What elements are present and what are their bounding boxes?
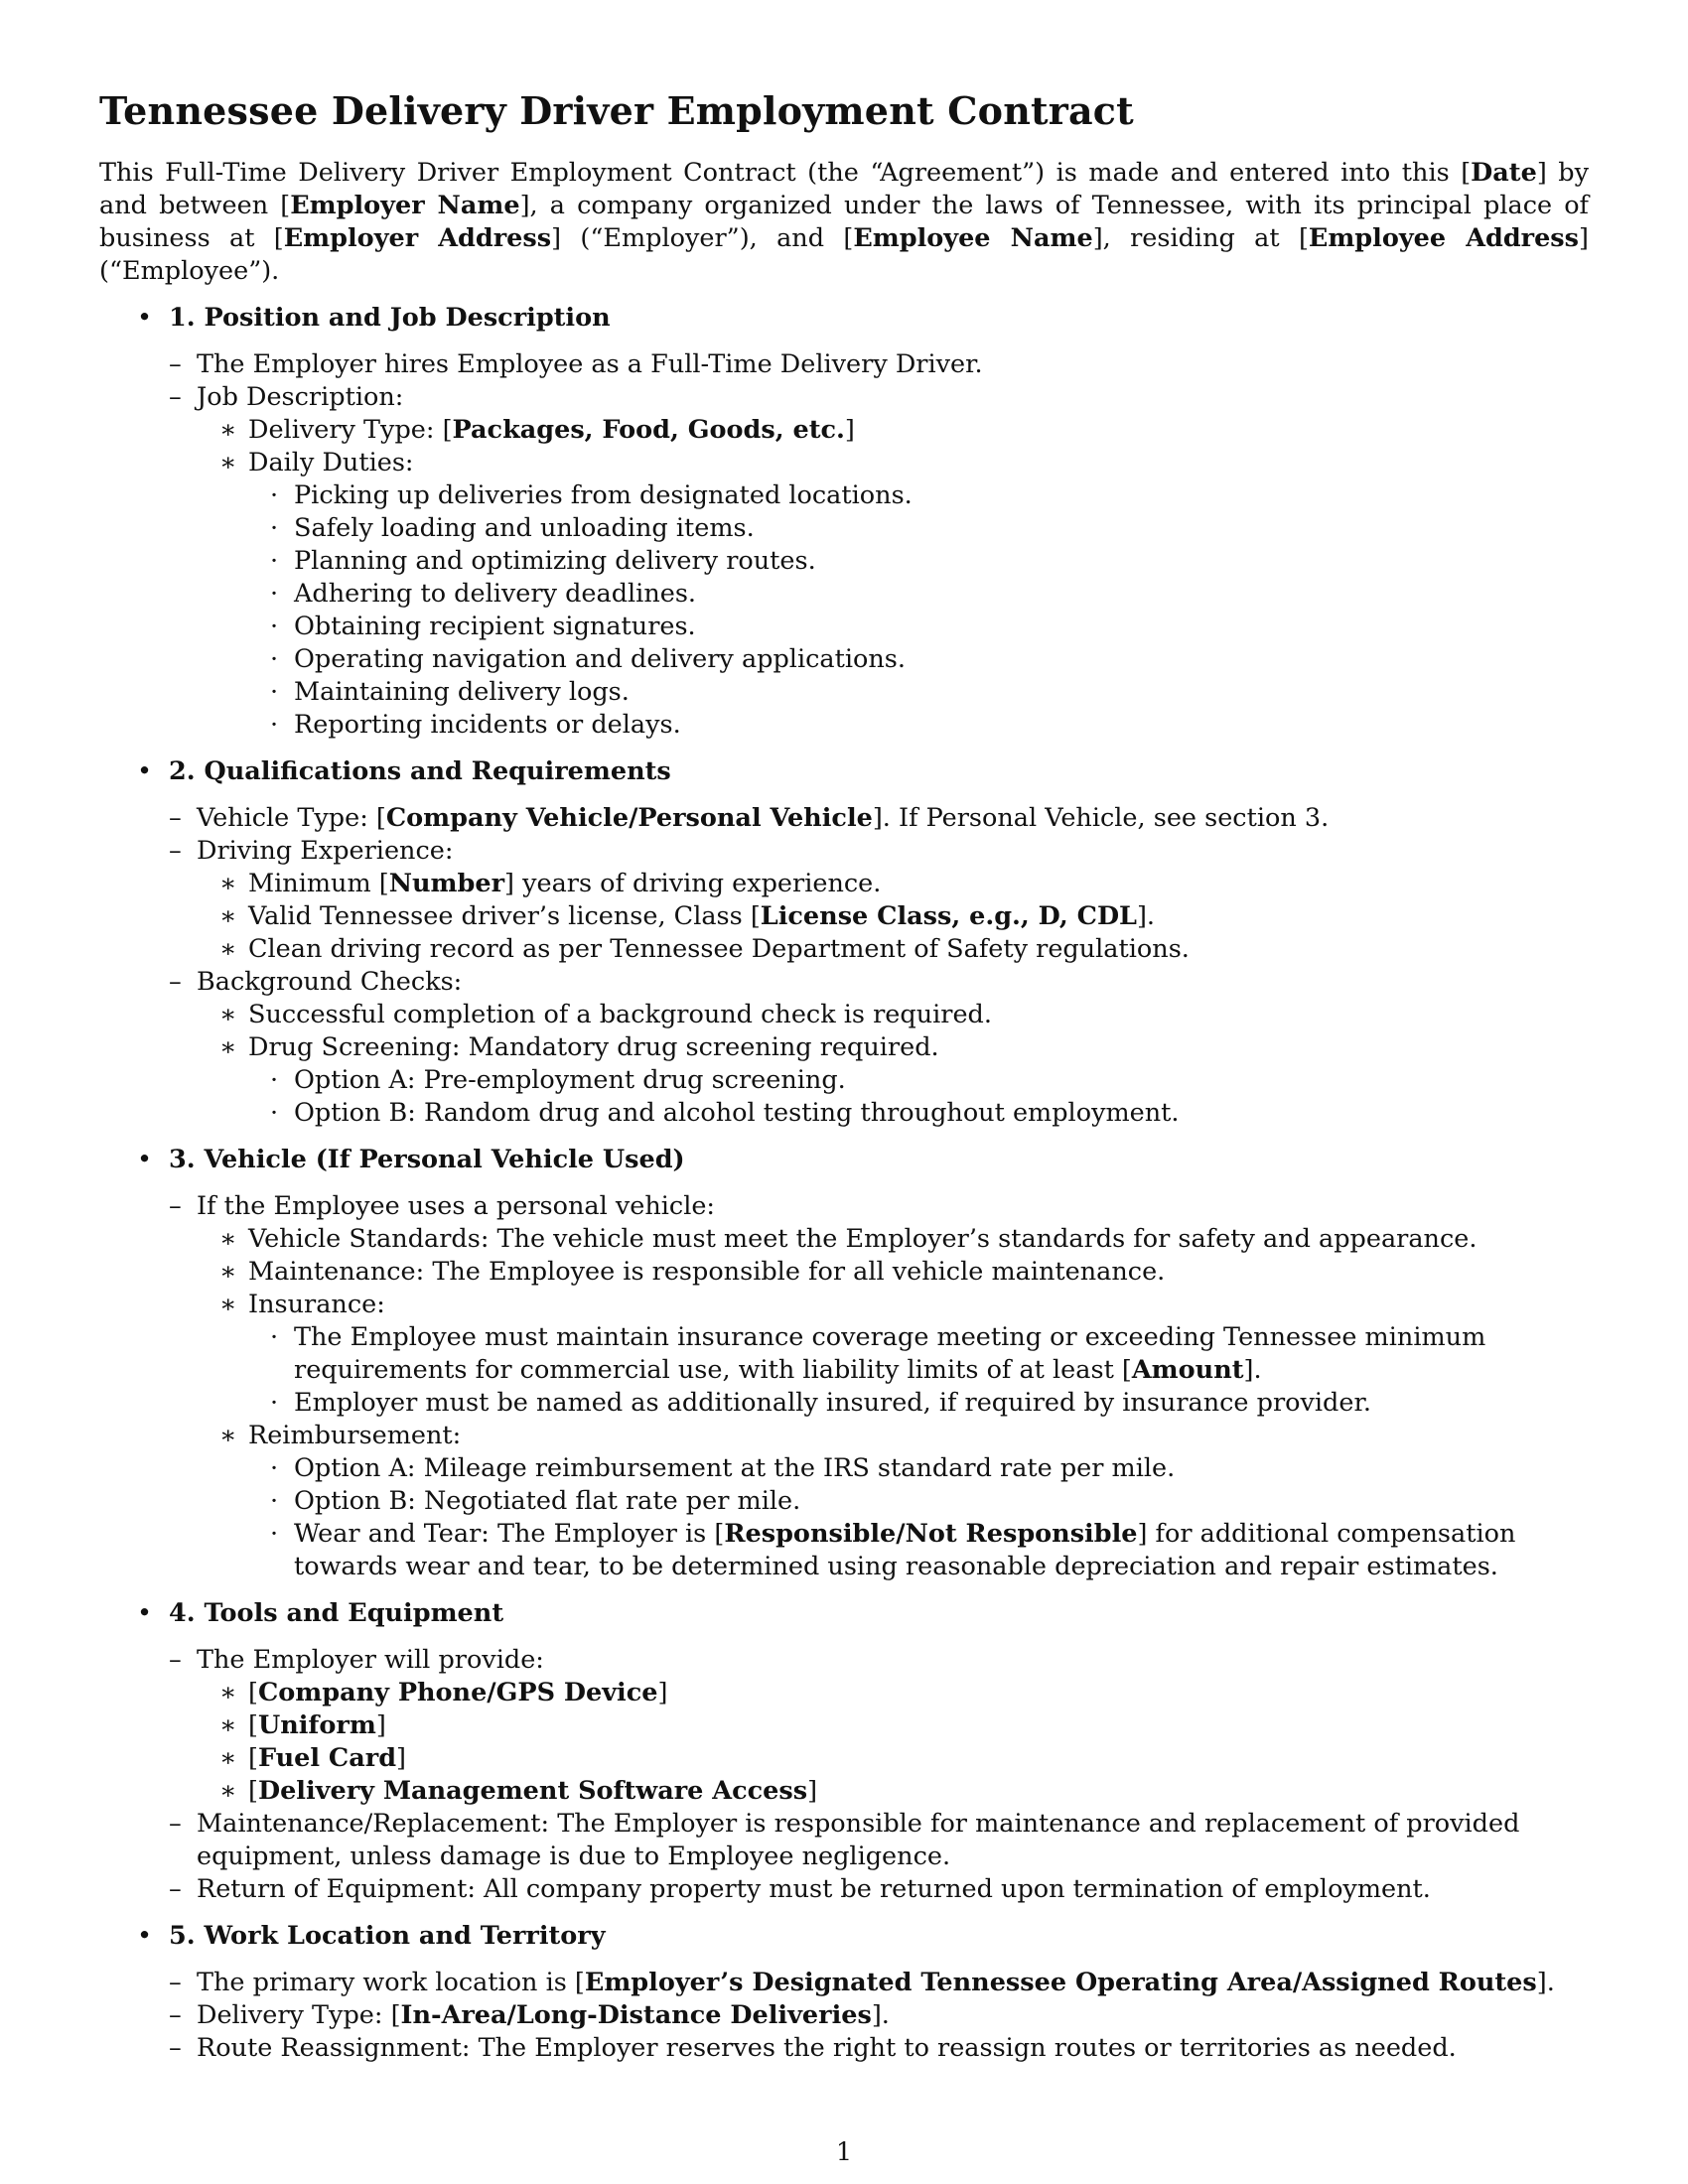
list-item: · Planning and optimizing delivery routes. — [270, 546, 816, 576]
placeholder-employee-name: Employee Name — [853, 223, 1093, 253]
placeholder-delivery-type: Packages, Food, Goods, etc. — [452, 415, 845, 445]
list-item: ∗ Vehicle Standards: The vehicle must meet the Employer’s standards for safety and appearance. — [219, 1224, 1477, 1254]
list-item: · Picking up deliveries from designated locations. — [270, 480, 913, 510]
list-item: ∗ [Fuel Card] — [219, 1743, 406, 1773]
list-item: · Option A: Mileage reimbursement at the IRS standard rate per mile. — [270, 1453, 1176, 1483]
bullet-marker: • — [137, 756, 153, 786]
bullet-marker: • — [137, 1598, 153, 1628]
placeholder-license-class: License Class, e.g., D, CDL — [760, 901, 1137, 931]
list-item: ∗ Daily Duties: · Picking up deliveries from designated locations. · Safely loading and unloading items. · Planning and optimizing delivery routes. · Adhering to delivery deadlines. · Obtaining recipient signatures. · Operating navigation and delivery applications. · Maintaining delivery logs. · Reporting incidents or delays. — [197, 447, 1589, 742]
section-title: 1. Position and Job Description — [169, 303, 611, 333]
placeholder-number: Number — [388, 869, 505, 898]
section-4 — [99, 1597, 1589, 1906]
section-5 — [99, 1920, 1589, 2065]
list-item: · Employer must be named as additionally insured, if required by insurance provider. — [270, 1388, 1371, 1418]
list-item: – If the Employee uses a personal vehicle: ∗ Vehicle Standards: The vehicle must meet the Employer’s standards for safety and appearance. ∗ Maintenance: The Employee is responsible for all vehicle maintenance. ∗ Insurance: · The Employee must maintain insurance coverage meeting or exceeding Tennessee minimum requirements for commercial use, with liability limits of at least [Amount]. · Employer must be named as additionally insured, if required by insurance provider. ∗ Reimbursement: · Option A: Mileage reimbursement at the IRS standard rate per mile. · Option B: Negotiated flat rate per mile. · Wear and Tear: The Employer is [Responsible/Not Responsible] for additional compensation towards wear and tear, to be determined using reasonable depreciation and repair estimates. — [169, 1190, 1589, 1583]
bullet-marker: • — [137, 303, 153, 333]
placeholder-work-location: Employer’s Designated Tennessee Operating Area/Assigned Routes — [584, 1968, 1537, 1997]
list-item: · Operating navigation and delivery applications. — [270, 644, 906, 674]
list-item: ∗ Clean driving record as per Tennessee Department of Safety regulations. — [219, 934, 1190, 964]
section-title: 3. Vehicle (If Personal Vehicle Used) — [169, 1145, 685, 1174]
bullet-marker: • — [137, 1921, 153, 1951]
list-item: · Adhering to delivery deadlines. — [270, 579, 697, 609]
placeholder-employer-name: Employer Name — [290, 191, 520, 220]
list-item: · Reporting incidents or delays. — [270, 710, 681, 740]
list-item: – The Employer will provide: ∗ [Company Phone/GPS Device] ∗ [Uniform] ∗ [Fuel Card] ∗ [Delivery Management Software Access] — [169, 1644, 1589, 1808]
list-item: · Option B: Negotiated flat rate per mile. — [270, 1486, 801, 1516]
placeholder-date: Date — [1471, 158, 1537, 188]
list-item: · Option B: Random drug and alcohol testing throughout employment. — [270, 1098, 1180, 1128]
list-item: ∗ [Company Phone/GPS Device] — [219, 1678, 668, 1707]
list-item: ∗ Minimum [Number] years of driving experience. — [219, 869, 882, 898]
placeholder-delivery-scope: In-Area/Long-Distance Deliveries — [400, 2000, 872, 2030]
list-item: ∗ Drug Screening: Mandatory drug screening required. · Option A: Pre-employment drug screening. · Option B: Random drug and alcohol testing throughout employment. — [197, 1031, 1589, 1130]
list-item: ∗ Insurance: · The Employee must maintain insurance coverage meeting or exceeding Tennessee minimum requirements for commercial use, with liability limits of at least [Amount]. · Employer must be named as additionally insured, if required by insurance provider. — [197, 1289, 1589, 1420]
list-item: – The Employer hires Employee as a Full-Time Delivery Driver. — [169, 349, 983, 379]
list-item: – Maintenance/Replacement: The Employer is responsible for maintenance and replacement of provided equipment, unless damage is due to Employee negligence. — [169, 1809, 1520, 1871]
list-item: · Wear and Tear: The Employer is [Responsible/Not Responsible] for additional compensation towards wear and tear, to be determined using reasonable depreciation and repair estimates. — [270, 1519, 1516, 1581]
list-item: – Job Description: ∗ Delivery Type: [Packages, Food, Goods, etc.] ∗ Daily Duties: · Picking up deliveries from designated locations. · Safely loading and unloading items. · Planning and optimizing delivery routes. · Adhering to delivery deadlines. · Obtaining recipient signatures. · Operating navigation and delivery applications. · Maintaining delivery logs. · Reporting incidents or delays. — [169, 381, 1589, 742]
placeholder-amount: Amount — [1131, 1355, 1244, 1385]
placeholder-employer-address: Employer Address — [283, 223, 552, 253]
list-item: ∗ [Uniform] — [219, 1710, 386, 1740]
placeholder-employee-address: Employee Address — [1308, 223, 1580, 253]
list-item: ∗ Successful completion of a background check is required. — [219, 1000, 992, 1029]
page-number: 1 — [835, 2137, 853, 2167]
list-item: ∗ Valid Tennessee driver’s license, Class [License Class, e.g., D, CDL]. — [219, 901, 1156, 931]
placeholder-equipment: Company Phone/GPS Device — [257, 1678, 658, 1707]
section-title: 2. Qualifications and Requirements — [169, 756, 671, 786]
list-item: · Obtaining recipient signatures. — [270, 612, 696, 641]
intro-paragraph: This Full-Time Delivery Driver Employment Contract (the “Agreement”) is made and entered into this [Date] by and between [Employer Name], a company organized under the laws of Tennessee, with its principal place of business at [Employer Address] (“Employer”), and [Employee Name], residing at [Employee Address] (“Employee”). — [99, 158, 1589, 286]
list-item: – Return of Equipment: All company property must be returned upon termination of employment. — [169, 1874, 1431, 1904]
section-1 — [99, 302, 1589, 742]
document-page — [99, 87, 1589, 2065]
section-3 — [99, 1144, 1589, 1583]
list-item: · Option A: Pre-employment drug screening. — [270, 1065, 846, 1095]
section-title: 4. Tools and Equipment — [169, 1598, 504, 1628]
section-title: 5. Work Location and Territory — [169, 1921, 606, 1951]
placeholder-responsibility: Responsible/Not Responsible — [724, 1519, 1138, 1549]
section-list — [99, 302, 1589, 2065]
list-item: · Safely loading and unloading items. — [270, 513, 755, 543]
document-title: Tennessee Delivery Driver Employment Contract — [99, 88, 1134, 133]
placeholder-equipment: Delivery Management Software Access — [257, 1776, 808, 1806]
list-item: – Driving Experience: ∗ Minimum [Number] years of driving experience. ∗ Valid Tennessee driver’s license, Class [License Class, e.g., D, CDL]. ∗ Clean driving record as per Tennessee Department of Safety regulations. — [169, 835, 1589, 966]
list-item: · Maintaining delivery logs. — [270, 677, 630, 707]
list-item: ∗ [Delivery Management Software Access] — [219, 1776, 818, 1806]
list-item: ∗ Maintenance: The Employee is responsible for all vehicle maintenance. — [219, 1257, 1166, 1287]
list-item: ∗ Delivery Type: [Packages, Food, Goods, etc.] — [219, 415, 855, 445]
placeholder-equipment: Uniform — [257, 1710, 376, 1740]
section-2 — [99, 755, 1589, 1130]
list-item: – Delivery Type: [In-Area/Long-Distance Deliveries]. — [169, 2000, 890, 2030]
placeholder-vehicle-type: Company Vehicle/Personal Vehicle — [385, 803, 873, 833]
list-item: – Vehicle Type: [Company Vehicle/Personal Vehicle]. If Personal Vehicle, see section 3. — [169, 803, 1330, 833]
bullet-marker: • — [137, 1145, 153, 1174]
list-item: ∗ Reimbursement: · Option A: Mileage reimbursement at the IRS standard rate per mile. · Option B: Negotiated flat rate per mile. · Wear and Tear: The Employer is [Responsible/Not Responsible] for additional compensation towards wear and tear, to be determined using reasonable depreciation and repair estimates. — [197, 1420, 1589, 1583]
list-item: – Route Reassignment: The Employer reserves the right to reassign routes or territories as needed. — [169, 2033, 1457, 2063]
list-item: – The primary work location is [Employer’s Designated Tennessee Operating Area/Assigned Routes]. — [169, 1968, 1555, 1997]
list-item: – Background Checks: ∗ Successful completion of a background check is required. ∗ Drug Screening: Mandatory drug screening required. · Option A: Pre-employment drug screening. · Option B: Random drug and alcohol testing throughout employment. — [169, 966, 1589, 1130]
placeholder-equipment: Fuel Card — [257, 1743, 397, 1773]
list-item: · The Employee must maintain insurance coverage meeting or exceeding Tennessee minimum requirements for commercial use, with liability limits of at least [Amount]. — [270, 1322, 1486, 1385]
